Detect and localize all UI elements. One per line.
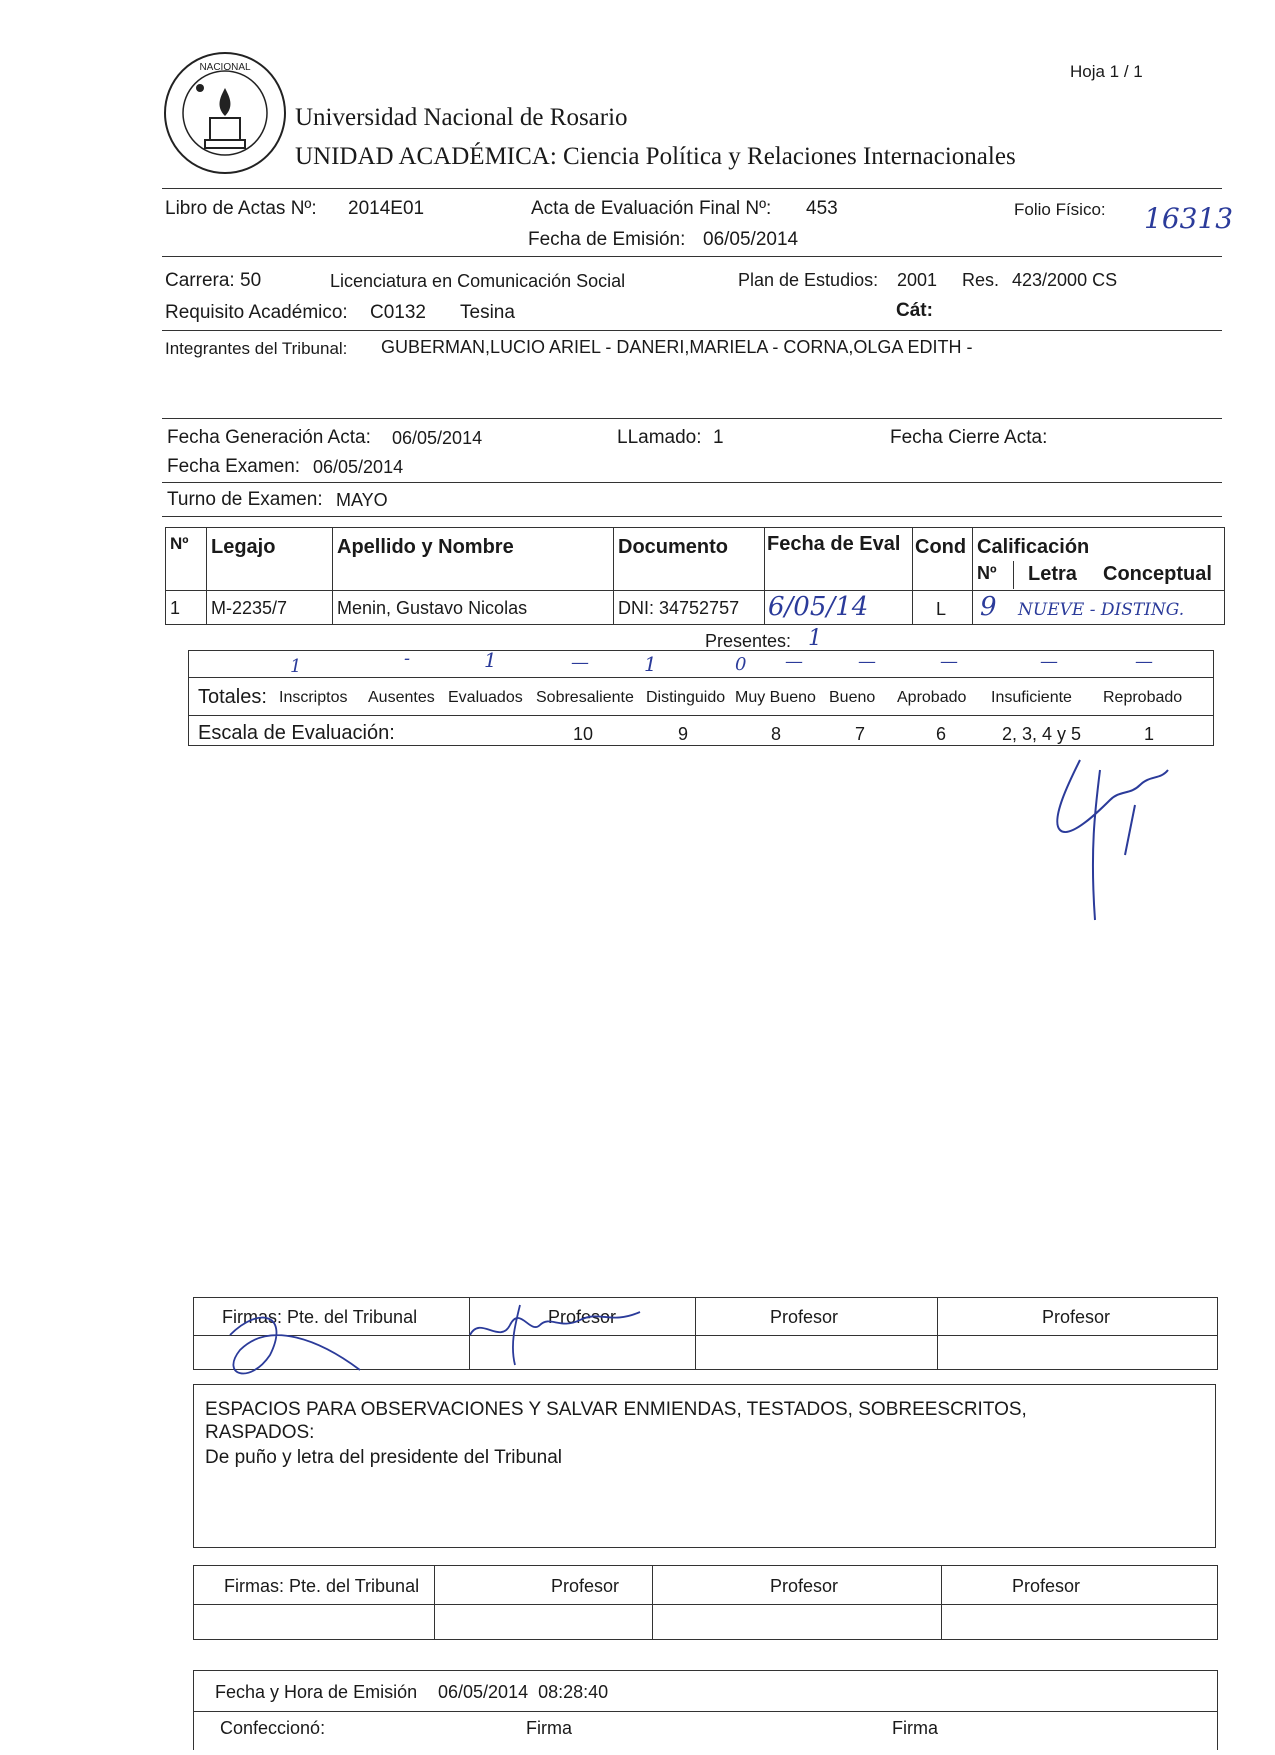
escala-7: 7 (855, 724, 866, 744)
cierre-label: Fecha Cierre Acta: (890, 427, 1048, 448)
header-fecha: Fecha de Eval (767, 533, 901, 555)
firma2-prof1: Profesor (551, 1576, 620, 1596)
row-documento: DNI: 34752757 (618, 598, 740, 618)
row-cond: L (936, 599, 947, 619)
presentes-label: Presentes: (705, 631, 792, 651)
firma1-prof3: Profesor (1042, 1307, 1111, 1327)
col-insuficiente: Insuficiente (991, 689, 1072, 706)
generacion-label: Fecha Generación Acta: (167, 427, 371, 448)
count-sobresaliente: — (571, 652, 589, 673)
footer-emision-value: 06/05/2014 08:28:40 (438, 1682, 609, 1702)
fecha-examen-label: Fecha Examen: (167, 456, 301, 477)
firma2-prof2: Profesor (770, 1576, 839, 1596)
count-extra: — (1135, 651, 1153, 672)
row-nombre: Menin, Gustavo Nicolas (337, 598, 528, 618)
observaciones-line1: ESPACIOS PARA OBSERVACIONES Y SALVAR ENMIENDAS, TESTADOS, SOBREESCRITOS, (205, 1399, 1027, 1420)
llamado-label: LLamado: (617, 427, 702, 448)
requisito-name: Tesina (460, 302, 515, 323)
count-muybueno: 0 (735, 654, 747, 675)
firma1-prof2: Profesor (770, 1307, 839, 1327)
header-calificacion: Calificación (977, 536, 1090, 558)
acta-value: 453 (806, 198, 838, 219)
folio-label: Folio Físico: (1014, 200, 1106, 219)
firma2-prof3: Profesor (1012, 1576, 1081, 1596)
count-bueno: — (785, 651, 803, 672)
col-bueno: Bueno (829, 689, 876, 706)
firma2-pte: Firmas: Pte. del Tribunal (224, 1576, 420, 1596)
escala-9: 9 (678, 724, 689, 744)
header-legajo: Legajo (211, 536, 276, 558)
subheader-num: Nº (977, 563, 997, 583)
header-nombre: Apellido y Nombre (337, 536, 514, 558)
count-evaluados: 1 (484, 648, 497, 672)
subheader-letra: Letra (1028, 563, 1077, 585)
footer-confecciono: Confeccionó: (220, 1718, 326, 1738)
firmas-table-2 (193, 1565, 1218, 1640)
requisito-code: C0132 (370, 302, 426, 323)
row-legajo: M-2235/7 (211, 598, 288, 618)
row-fecha: 6/05/14 (768, 592, 869, 622)
escala-insuficiente: 2, 3, 4 y 5 (1002, 724, 1082, 744)
col-sobresaliente: Sobresaliente (536, 689, 634, 706)
page-number: Hoja 1 / 1 (1070, 62, 1143, 81)
col-reprobado: Reprobado (1103, 689, 1183, 706)
plan-value: 2001 (897, 270, 938, 290)
firma1-pte: Firmas: Pte. del Tribunal (222, 1307, 418, 1327)
row-num: 1 (170, 598, 181, 618)
folio-value: 16313 (1144, 202, 1234, 235)
header-cond: Cond (915, 536, 967, 558)
handwritten-signature (1040, 750, 1190, 925)
header-documento: Documento (618, 536, 728, 558)
firma1-prof1: Profesor (548, 1307, 617, 1327)
res-label: Res. (962, 270, 1000, 290)
col-aprobado: Aprobado (897, 689, 967, 706)
carrera-name: Licenciatura en Comunicación Social (330, 271, 626, 291)
libro-label: Libro de Actas Nº: (165, 198, 317, 219)
res-value: 423/2000 CS (1012, 270, 1118, 290)
col-muybueno: Muy Bueno (735, 689, 816, 706)
tribunal-members: GUBERMAN,LUCIO ARIEL - DANERI,MARIELA - CORNA,OLGA EDITH - (381, 337, 973, 357)
count-aprobado: — (858, 651, 876, 672)
tribunal-signatures (200, 1295, 700, 1385)
header-num: Nº (170, 534, 189, 553)
count-insuficiente: — (940, 651, 958, 672)
count-ausentes: - (404, 648, 411, 669)
row-nota-letra: NUEVE - DISTING. (1018, 600, 1185, 620)
plan-label: Plan de Estudios: (738, 270, 879, 290)
col-distinguido: Distinguido (646, 689, 726, 706)
escala-10: 10 (573, 724, 594, 744)
col-evaluados: Evaluados (448, 689, 523, 706)
count-distinguido: 1 (644, 652, 657, 676)
emision-value: 06/05/2014 (703, 229, 799, 250)
subheader-conceptual: Conceptual (1103, 563, 1212, 585)
libro-value: 2014E01 (348, 198, 425, 219)
grades-table (165, 527, 1225, 625)
count-reprobado: — (1040, 651, 1058, 672)
llamado-value: 1 (713, 427, 724, 448)
footer-emision-label: Fecha y Hora de Emisión (215, 1682, 418, 1702)
acta-label: Acta de Evaluación Final Nº: (531, 198, 772, 219)
academic-unit: UNIDAD ACADÉMICA: Ciencia Política y Relaciones Internacionales (295, 143, 1016, 170)
footer-firma-2: Firma (892, 1718, 938, 1738)
emision-label: Fecha de Emisión: (528, 229, 686, 250)
svg-text:NACIONAL: NACIONAL (199, 62, 251, 73)
row-nota-num: 9 (980, 592, 997, 622)
escala-1: 1 (1144, 724, 1155, 744)
count-inscriptos: 1 (290, 656, 302, 677)
escala-8: 8 (771, 724, 782, 744)
carrera-label: Carrera: (165, 270, 235, 291)
col-ausentes: Ausentes (368, 689, 435, 706)
fecha-examen-value: 06/05/2014 (313, 457, 404, 477)
observaciones-line3: De puño y letra del presidente del Tribunal (205, 1447, 563, 1468)
turno-value: MAYO (336, 490, 388, 510)
carrera-code: 50 (240, 270, 262, 291)
presentes-value: 1 (808, 626, 822, 651)
footer-firma-1: Firma (526, 1718, 572, 1738)
cat-label: Cát: (896, 300, 933, 321)
col-inscriptos: Inscriptos (279, 689, 348, 706)
observaciones-line2: RASPADOS: (205, 1422, 315, 1443)
tribunal-label: Integrantes del Tribunal: (165, 339, 348, 358)
generacion-value: 06/05/2014 (392, 428, 483, 448)
turno-label: Turno de Examen: (167, 489, 323, 510)
totales-label: Totales: (198, 686, 267, 708)
university-seal-logo (160, 48, 290, 178)
escala-label: Escala de Evaluación: (198, 722, 395, 744)
university-name: Universidad Nacional de Rosario (295, 104, 628, 131)
requisito-label: Requisito Académico: (165, 302, 348, 323)
escala-6: 6 (936, 724, 947, 744)
